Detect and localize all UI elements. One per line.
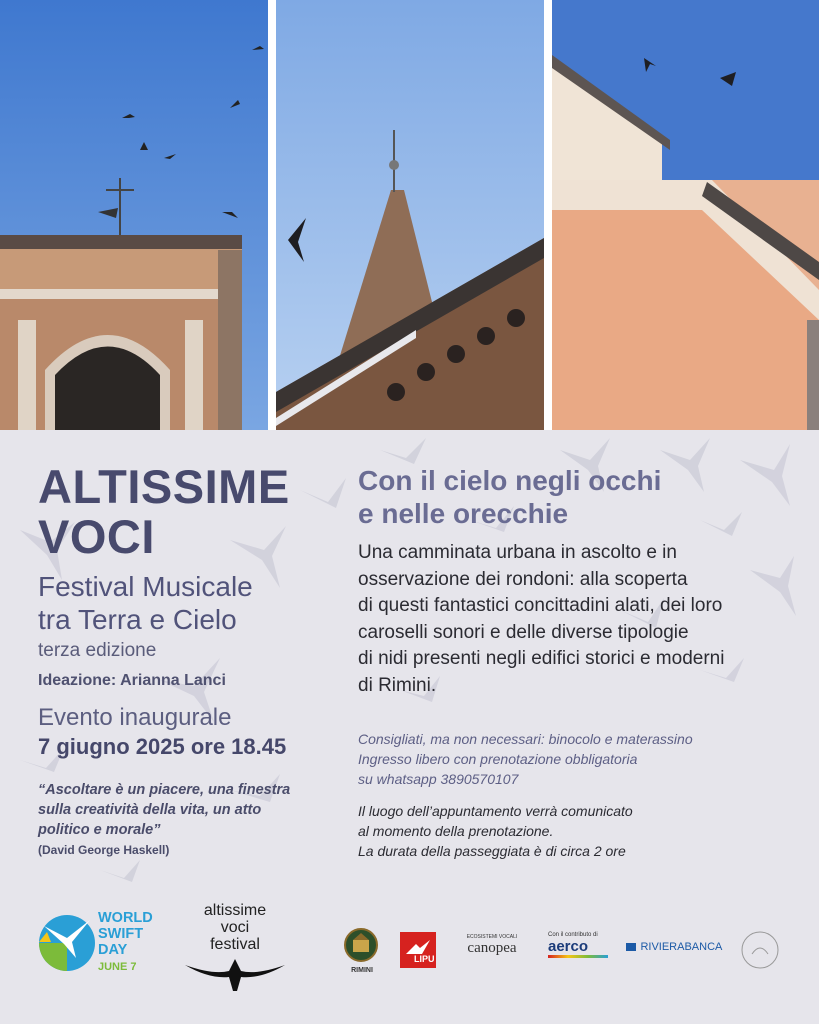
world-swift-day-logo (36, 908, 166, 978)
subtitle-line-2: tra Terra e Cielo (38, 604, 237, 635)
quote-line: politico e morale” (38, 822, 161, 838)
wsd-line: DAY (98, 942, 128, 958)
aerco-logo (548, 932, 618, 958)
swift-silhouette-icon (183, 957, 287, 993)
wsd-text (98, 910, 153, 975)
advice-line: Ingresso libero con prenotazione obbligatoria (358, 751, 638, 767)
lipu-logo (400, 932, 436, 973)
festival-subtitle (38, 570, 338, 636)
canopea-logo (456, 934, 528, 957)
description-line: di nidi presenti negli edifici storici e moderni (358, 648, 725, 669)
description-line: di questi fantastici concittadini alati, dei loro (358, 595, 723, 616)
festival-title (38, 462, 338, 562)
notes-line: La durata della passeggiata è di circa 2 ore (358, 843, 626, 859)
walk-description (358, 464, 778, 861)
advice-line: su whatsapp 3890570107 (358, 771, 519, 787)
edition-label: terza edizione (38, 640, 157, 661)
rimini-logo (344, 928, 380, 974)
canopea-subtitle: ECOSISTEMI VOCALI (466, 934, 518, 940)
headline-line-1: Con il cielo negli occhi (358, 465, 662, 496)
aerco-subtitle: Con il contributo di (548, 932, 598, 938)
photo-building-corner (552, 0, 819, 430)
photo-spire (276, 0, 544, 430)
advice-line: Consigliati, ma non necessari: binocolo e materassino (358, 731, 693, 747)
canopea-name: canopea (467, 940, 517, 956)
rimini-crest-icon (344, 928, 378, 962)
ideation-credit: Ideazione: Arianna Lanci (38, 672, 226, 689)
wsd-line: SWIFT (98, 926, 144, 942)
event-date: 7 giugno 2025 ore 18.45 (38, 734, 287, 759)
headline-line-2: e nelle orecchie (358, 498, 569, 529)
photo-bell-tower (0, 0, 268, 430)
notes-line: al momento della prenotazione. (358, 823, 554, 839)
altissime-voci-festival-logo (180, 902, 290, 993)
advice-text (358, 729, 778, 789)
quote-line: sulla creatività della vita, un atto (38, 802, 262, 818)
title-line-1: ALTISSIME (38, 460, 290, 513)
quote-text (38, 780, 328, 840)
aerco-name: aerco (548, 938, 589, 955)
seal-icon (740, 930, 780, 970)
festival-info (38, 462, 338, 857)
avf-line: altissime (203, 902, 267, 919)
event-label: Evento inaugurale (38, 704, 232, 731)
description-line: caroselli sonori e delle diverse tipologie (358, 621, 689, 643)
rivierabanca-logo (626, 938, 722, 956)
logo-bar (0, 900, 819, 1010)
quote-line: “Ascoltare è un piacere, una finestra (38, 782, 291, 798)
wsd-line: WORLD (98, 910, 153, 926)
photo-strip (0, 0, 819, 430)
rivierabanca-name: RIVIERABANCA (640, 940, 723, 953)
avf-line: festival (210, 936, 260, 953)
notes-text (358, 801, 778, 861)
info-panel (0, 430, 819, 1024)
quote-author: (David George Haskell) (38, 843, 170, 857)
description-line: osservazione dei rondoni: alla scoperta (358, 568, 688, 590)
rimini-label: RIMINI (351, 967, 373, 974)
wsd-date: JUNE 7 (98, 961, 137, 973)
description-text (358, 540, 768, 699)
globe-swift-icon (36, 912, 98, 974)
rivierabanca-mark-icon (626, 943, 636, 951)
title-line-2: VOCI (38, 510, 155, 563)
subtitle-line-1: Festival Musicale (38, 571, 253, 602)
lipu-label: LIPU (414, 954, 435, 964)
description-line: Una camminata urbana in ascolto e in (358, 542, 677, 563)
headline (358, 464, 778, 530)
avf-line: voci (220, 919, 250, 936)
notes-line: Il luogo dell’appuntamento verrà comunicato (358, 803, 633, 819)
description-line: di Rimini. (358, 674, 437, 696)
partner-seal-logo (740, 930, 780, 975)
